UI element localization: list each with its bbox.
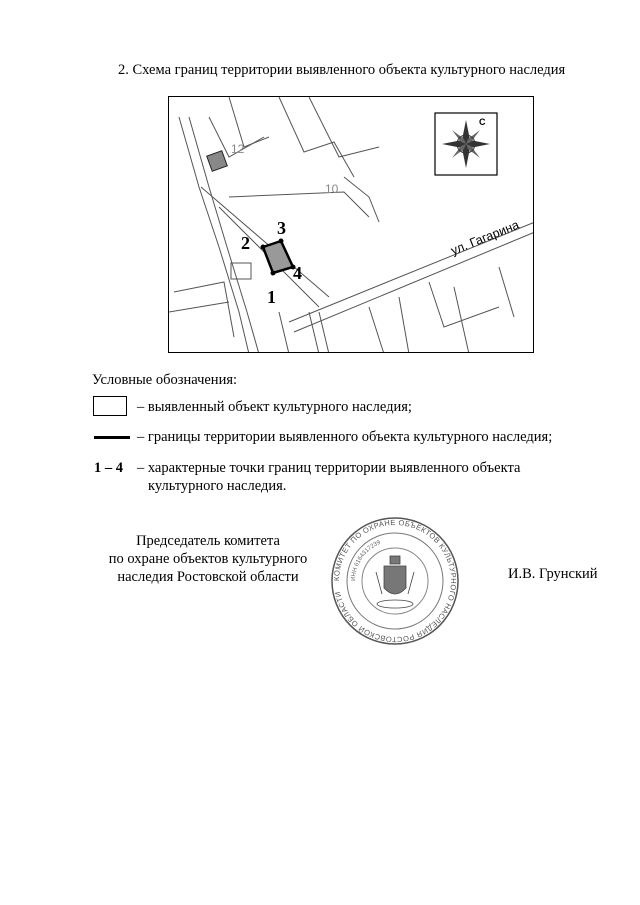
map-drawing <box>169 97 534 353</box>
building-12-marker <box>207 151 228 172</box>
signatory-line-1: Председатель комитета <box>136 533 280 549</box>
compass-north-label: С <box>479 117 486 127</box>
legend-item-object: – выявленный объект культурного наследия; <box>137 399 412 415</box>
signatory-name: И.В. Грунский <box>508 566 598 582</box>
legend-item-points-cont: культурного наследия. <box>148 478 287 494</box>
point-3-label: 3 <box>277 218 286 238</box>
seal-inner-text: ИНН 6164317239 <box>350 539 382 582</box>
svg-text:ИНН 6164317239 <box>351 540 382 581</box>
signatory-line-2: по охране объектов культурного <box>108 551 308 567</box>
point-1-label: 1 <box>267 287 276 307</box>
boundary-map <box>168 96 534 353</box>
coat-of-arms-icon <box>376 556 414 608</box>
legend-boundary-symbol <box>94 436 130 439</box>
seal-outer-text: КОМИТЕТ ПО ОХРАНЕ ОБЪЕКТОВ КУЛЬТУРНОГО НАСЛЕДИЯ РОСТОВСКОЙ ОБЛАСТИ <box>331 517 459 645</box>
legend-object-symbol <box>93 396 127 416</box>
page-title: 2. Схема границ территории выявленного объекта культурного наследия <box>118 62 566 78</box>
compass-rose-icon <box>435 113 497 175</box>
signatory-title <box>108 532 308 586</box>
point-4-label: 4 <box>293 263 302 283</box>
building-12-label: 12 <box>231 142 245 156</box>
point-2-label: 2 <box>241 233 250 253</box>
legend-heading: Условные обозначения: <box>92 372 238 388</box>
street-label: ул. Гагарина <box>448 217 522 258</box>
legend-item-boundary: – границы территории выявленного объекта культурного наследия; <box>137 429 553 445</box>
signatory-line-3: наследия Ростовской области <box>117 569 299 585</box>
building-10-label: 10 <box>325 182 339 196</box>
official-seal-icon <box>322 516 468 646</box>
legend-item-points: – характерные точки границ территории выявленного объекта <box>137 460 521 476</box>
legend-points-symbol: 1 – 4 <box>94 460 123 476</box>
heritage-object-parcel <box>261 239 296 276</box>
